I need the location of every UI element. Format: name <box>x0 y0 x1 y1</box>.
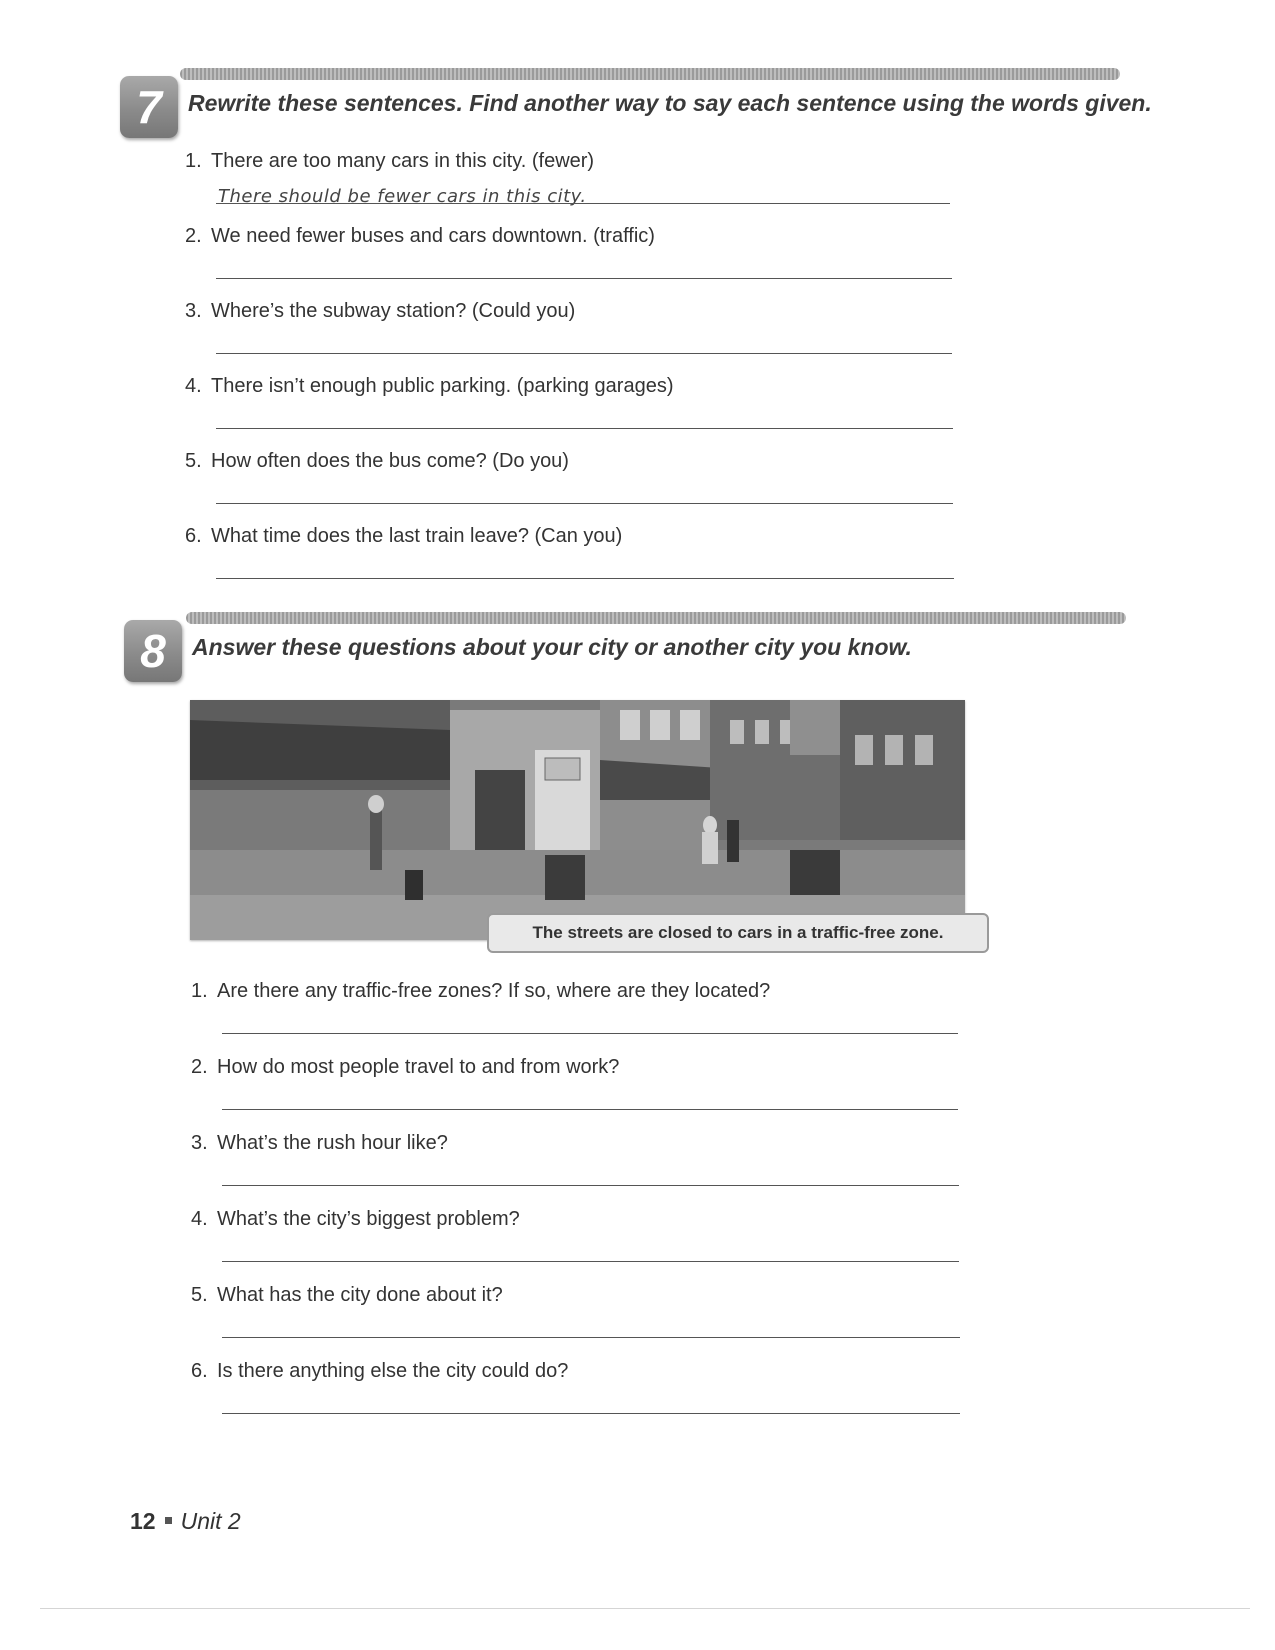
item-text: There are too many cars in this city. (fewer) <box>211 150 595 172</box>
exercise-item <box>191 1132 448 1155</box>
answer-line[interactable] <box>216 428 953 429</box>
answer-line[interactable] <box>216 278 952 279</box>
item-text: What’s the rush hour like? <box>217 1132 448 1154</box>
item-number: 6. <box>185 525 202 547</box>
exercise-instruction: Answer these questions about your city or another city you know. <box>192 634 912 660</box>
handwritten-answer[interactable]: There should be fewer cars in this city. <box>218 186 587 207</box>
item-number: 4. <box>191 1208 208 1230</box>
answer-line[interactable] <box>222 1413 960 1414</box>
photo-caption: The streets are closed to cars in a traffic-free zone. <box>487 913 989 953</box>
item-text: What time does the last train leave? (Can you) <box>211 525 623 547</box>
exercise-number-badge: 8 <box>124 620 182 682</box>
answer-line[interactable] <box>222 1185 959 1186</box>
item-number: 5. <box>185 450 202 472</box>
page-footer <box>130 1508 241 1535</box>
exercise-instruction: Rewrite these sentences. Find another way to say each sentence using the words given. <box>188 90 1152 116</box>
item-text: There isn’t enough public parking. (parking garages) <box>211 375 674 397</box>
exercise-item <box>191 1208 520 1231</box>
footer-separator-icon <box>165 1517 172 1524</box>
item-number: 3. <box>185 300 202 322</box>
bottom-rule <box>40 1608 1250 1609</box>
exercise-item <box>185 375 674 398</box>
exercise-item <box>185 225 655 248</box>
exercise-item <box>191 1360 568 1383</box>
section-header-bar <box>186 612 1126 624</box>
page-number: 12 <box>130 1508 156 1534</box>
item-number: 3. <box>191 1132 208 1154</box>
item-text: Where’s the subway station? (Could you) <box>211 300 576 322</box>
unit-label: Unit 2 <box>180 1508 241 1534</box>
answer-line[interactable] <box>216 203 950 204</box>
item-text: Is there anything else the city could do? <box>217 1360 569 1382</box>
exercise-item <box>185 525 622 548</box>
section-header-bar <box>180 68 1120 80</box>
exercise-number-badge: 7 <box>120 76 178 138</box>
item-number: 1. <box>191 980 208 1002</box>
exercise-item <box>191 1056 619 1079</box>
item-number: 2. <box>185 225 202 247</box>
item-text: What has the city done about it? <box>217 1284 503 1306</box>
item-text: We need fewer buses and cars downtown. (traffic) <box>211 225 655 247</box>
item-text: Are there any traffic-free zones? If so, where are they located? <box>217 980 771 1002</box>
exercise-item <box>185 150 594 173</box>
exercise-item <box>185 300 575 323</box>
street-photo-illustration <box>190 700 965 940</box>
item-number: 5. <box>191 1284 208 1306</box>
answer-line[interactable] <box>216 503 953 504</box>
answer-line[interactable] <box>222 1033 958 1034</box>
answer-line[interactable] <box>216 578 954 579</box>
item-number: 6. <box>191 1360 208 1382</box>
answer-line[interactable] <box>222 1109 958 1110</box>
exercise-item <box>191 980 770 1003</box>
answer-line[interactable] <box>222 1337 960 1338</box>
item-text: How do most people travel to and from work? <box>217 1056 620 1078</box>
item-text: How often does the bus come? (Do you) <box>211 450 569 472</box>
answer-line[interactable] <box>222 1261 959 1262</box>
answer-line[interactable] <box>216 353 952 354</box>
item-number: 4. <box>185 375 202 397</box>
street-photo <box>190 700 965 940</box>
item-number: 2. <box>191 1056 208 1078</box>
exercise-item <box>191 1284 503 1307</box>
item-text: What’s the city’s biggest problem? <box>217 1208 520 1230</box>
item-number: 1. <box>185 150 202 172</box>
exercise-item <box>185 450 569 473</box>
